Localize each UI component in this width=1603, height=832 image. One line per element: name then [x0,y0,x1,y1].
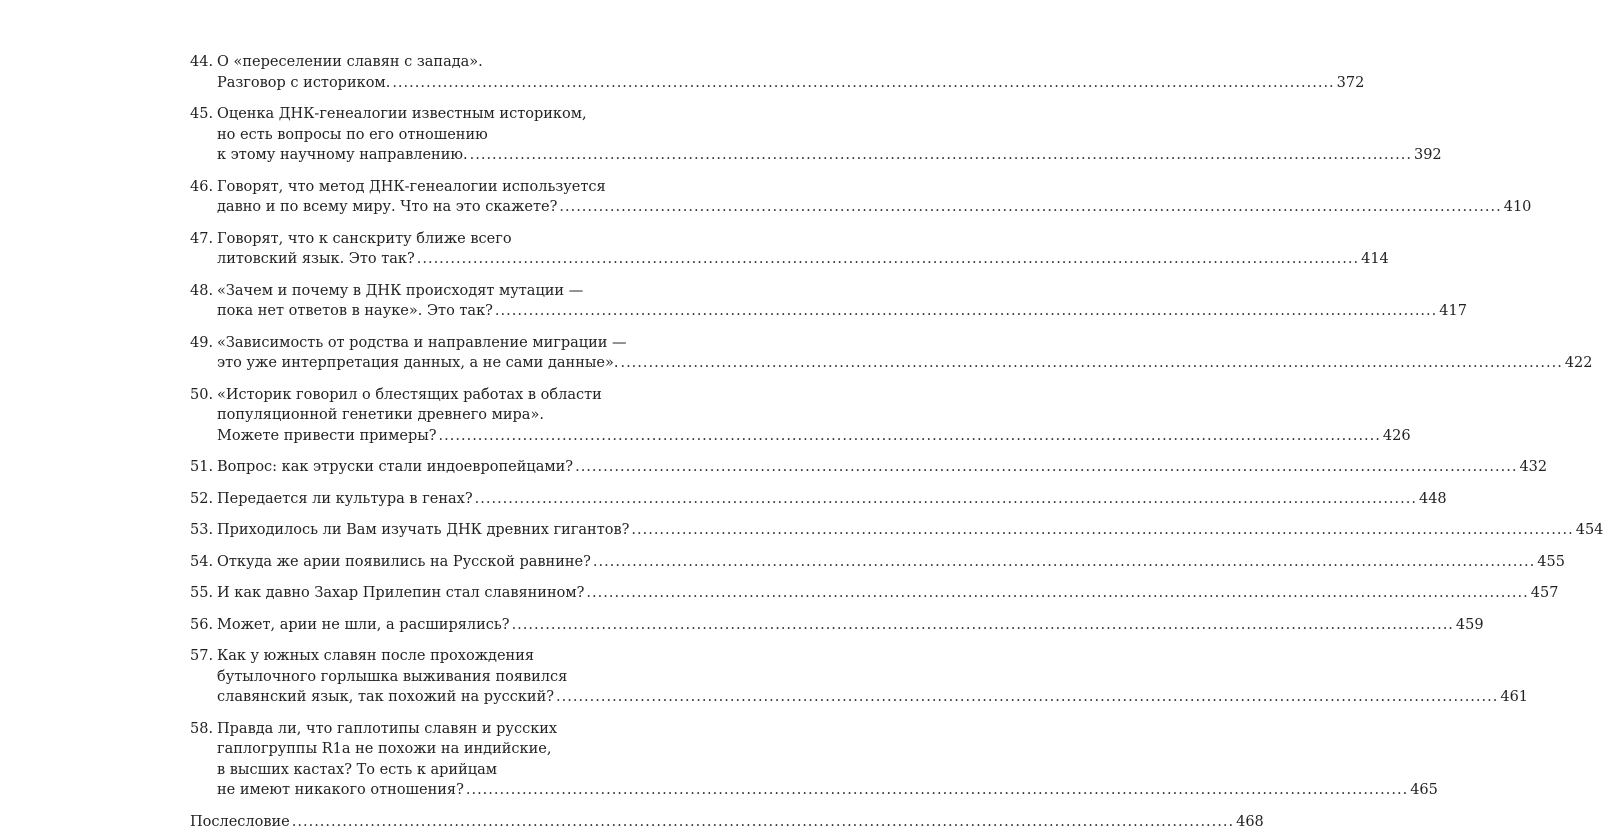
entry-line: не имеют никакого отношения? [217,780,464,801]
entry-page-number: 457 [1531,583,1559,604]
entry-page-number: 426 [1383,426,1411,447]
entry-number: 47. [190,229,214,270]
entry-line: «Зависимость от родства и направление миграции — [217,333,1593,354]
entry-page-number: 372 [1337,73,1365,94]
entry-number: 58. [190,719,214,801]
entry-text [214,646,1528,708]
toc-entry[interactable] [190,719,610,801]
entry-text [214,104,1442,166]
entry-page-number: 459 [1456,615,1484,636]
entry-number: 53. [190,520,214,541]
entry-line: Вопрос: как этруски стали индоевропейцами? [217,457,573,478]
toc-entry[interactable] [190,177,610,218]
toc-entry[interactable] [190,52,610,93]
entry-number: 51. [190,457,214,478]
entry-last-line [217,520,1603,541]
entry-last-line [217,552,1565,573]
entry-number: 45. [190,104,214,166]
toc-entries [190,52,610,801]
entry-page-number: 410 [1504,197,1532,218]
table-of-contents [190,52,610,832]
entry-text [214,333,1593,374]
entry-last-line [217,426,1411,447]
entry-number: 55. [190,583,214,604]
entry-line: но есть вопросы по его отношению [217,125,1442,146]
entry-line: к этому научному направлению. [217,145,468,166]
entry-last-line [217,301,1467,322]
entry-line: «Зачем и почему в ДНК происходят мутации — [217,281,1467,302]
entry-text [214,520,1603,541]
entry-number: 46. [190,177,214,218]
entry-last-line [217,353,1593,374]
leader-dots [475,489,1417,510]
entry-text [214,177,1531,218]
entry-text [214,457,1547,478]
entry-number: 44. [190,52,214,93]
entry-line: Передается ли культура в генах? [217,489,473,510]
entry-number: 56. [190,615,214,636]
entry-last-line [217,583,1558,604]
toc-entry[interactable] [190,615,610,636]
toc-entry[interactable] [190,385,610,447]
entry-page-number: 465 [1410,780,1438,801]
entry-line: давно и по всему миру. Что на это скажете? [217,197,557,218]
entry-line: Разговор с историком. [217,73,390,94]
toc-entry[interactable] [190,583,610,604]
entry-number: 48. [190,281,214,322]
entry-text [214,552,1565,573]
entry-text [214,489,1447,510]
toc-entry[interactable] [190,646,610,708]
entry-line: гаплогруппы R1a не похожи на индийские, [217,739,1438,760]
leader-dots [439,426,1381,447]
entry-last-line [217,780,1438,801]
entry-line: в высших кастах? То есть к арийцам [217,760,1438,781]
entry-line: Как у южных славян после прохождения [217,646,1528,667]
entry-line: популяционной генетики древнего мира». [217,405,1411,426]
entry-last-line [217,145,1442,166]
leader-dots [575,457,1517,478]
entry-text [214,615,1484,636]
entry-page-number: 461 [1500,687,1528,708]
entry-line: Говорят, что к санскриту ближе всего [217,229,1389,250]
entry-page-number: 422 [1565,353,1593,374]
entry-line: литовский язык. Это так? [217,249,415,270]
toc-entry[interactable] [190,552,610,573]
entry-page-number: 432 [1519,457,1547,478]
entry-page-number: 455 [1537,552,1565,573]
entry-last-line [217,687,1528,708]
entry-last-line [217,249,1389,270]
leader-dots [495,301,1437,322]
entry-line: пока нет ответов в науке». Это так? [217,301,493,322]
entry-text [214,385,1411,447]
leader-dots [417,249,1359,270]
entry-last-line [217,197,1531,218]
leader-dots [586,583,1528,604]
entry-text [214,229,1389,270]
leader-dots [559,197,1501,218]
toc-afterword[interactable] [190,812,610,832]
entry-text [214,583,1558,604]
entry-line: Приходилось ли Вам изучать ДНК древних гигантов? [217,520,629,541]
toc-entry[interactable] [190,520,610,541]
entry-number: 50. [190,385,214,447]
leader-dots [593,552,1535,573]
entry-line: Откуда же арии появились на Русской равнине? [217,552,591,573]
leader-dots [620,353,1562,374]
afterword-title: Послесловие [190,812,290,832]
toc-entry[interactable] [190,333,610,374]
afterword-page-number: 468 [1236,812,1264,832]
entry-line: О «переселении славян с запада». [217,52,1364,73]
toc-entry[interactable] [190,104,610,166]
leader-dots [392,73,1334,94]
entry-last-line [217,73,1364,94]
entry-text [214,281,1467,322]
entry-text [214,52,1364,93]
entry-page-number: 454 [1576,520,1603,541]
entry-line: бутылочного горлышка выживания появился [217,667,1528,688]
toc-entry[interactable] [190,489,610,510]
entry-line: Говорят, что метод ДНК-генеалогии используется [217,177,1531,198]
entry-line: Может, арии не шли, а расширялись? [217,615,510,636]
entry-line: славянский язык, так похожий на русский? [217,687,554,708]
entry-number: 57. [190,646,214,708]
toc-entry[interactable] [190,229,610,270]
entry-number: 52. [190,489,214,510]
entry-last-line [217,489,1447,510]
entry-page-number: 448 [1419,489,1447,510]
entry-line: Правда ли, что гаплотипы славян и русских [217,719,1438,740]
entry-last-line [217,615,1484,636]
toc-entry[interactable] [190,281,610,322]
entry-line: И как давно Захар Прилепин стал славянином? [217,583,584,604]
toc-entry[interactable] [190,457,610,478]
entry-page-number: 392 [1414,145,1442,166]
entry-line: это уже интерпретация данных, а не сами данные». [217,353,618,374]
entry-page-number: 414 [1361,249,1389,270]
entry-last-line [217,457,1547,478]
leader-dots [466,780,1408,801]
entry-line: Оценка ДНК-генеалогии известным историком, [217,104,1442,125]
leader-dots [470,145,1412,166]
leader-dots [512,615,1454,636]
leader-dots [292,812,1234,832]
entry-line: Можете привести примеры? [217,426,437,447]
entry-number: 49. [190,333,214,374]
entry-page-number: 417 [1439,301,1467,322]
leader-dots [556,687,1498,708]
entry-number: 54. [190,552,214,573]
leader-dots [631,520,1573,541]
entry-text [214,719,1438,801]
entry-line: «Историк говорил о блестящих работах в области [217,385,1411,406]
